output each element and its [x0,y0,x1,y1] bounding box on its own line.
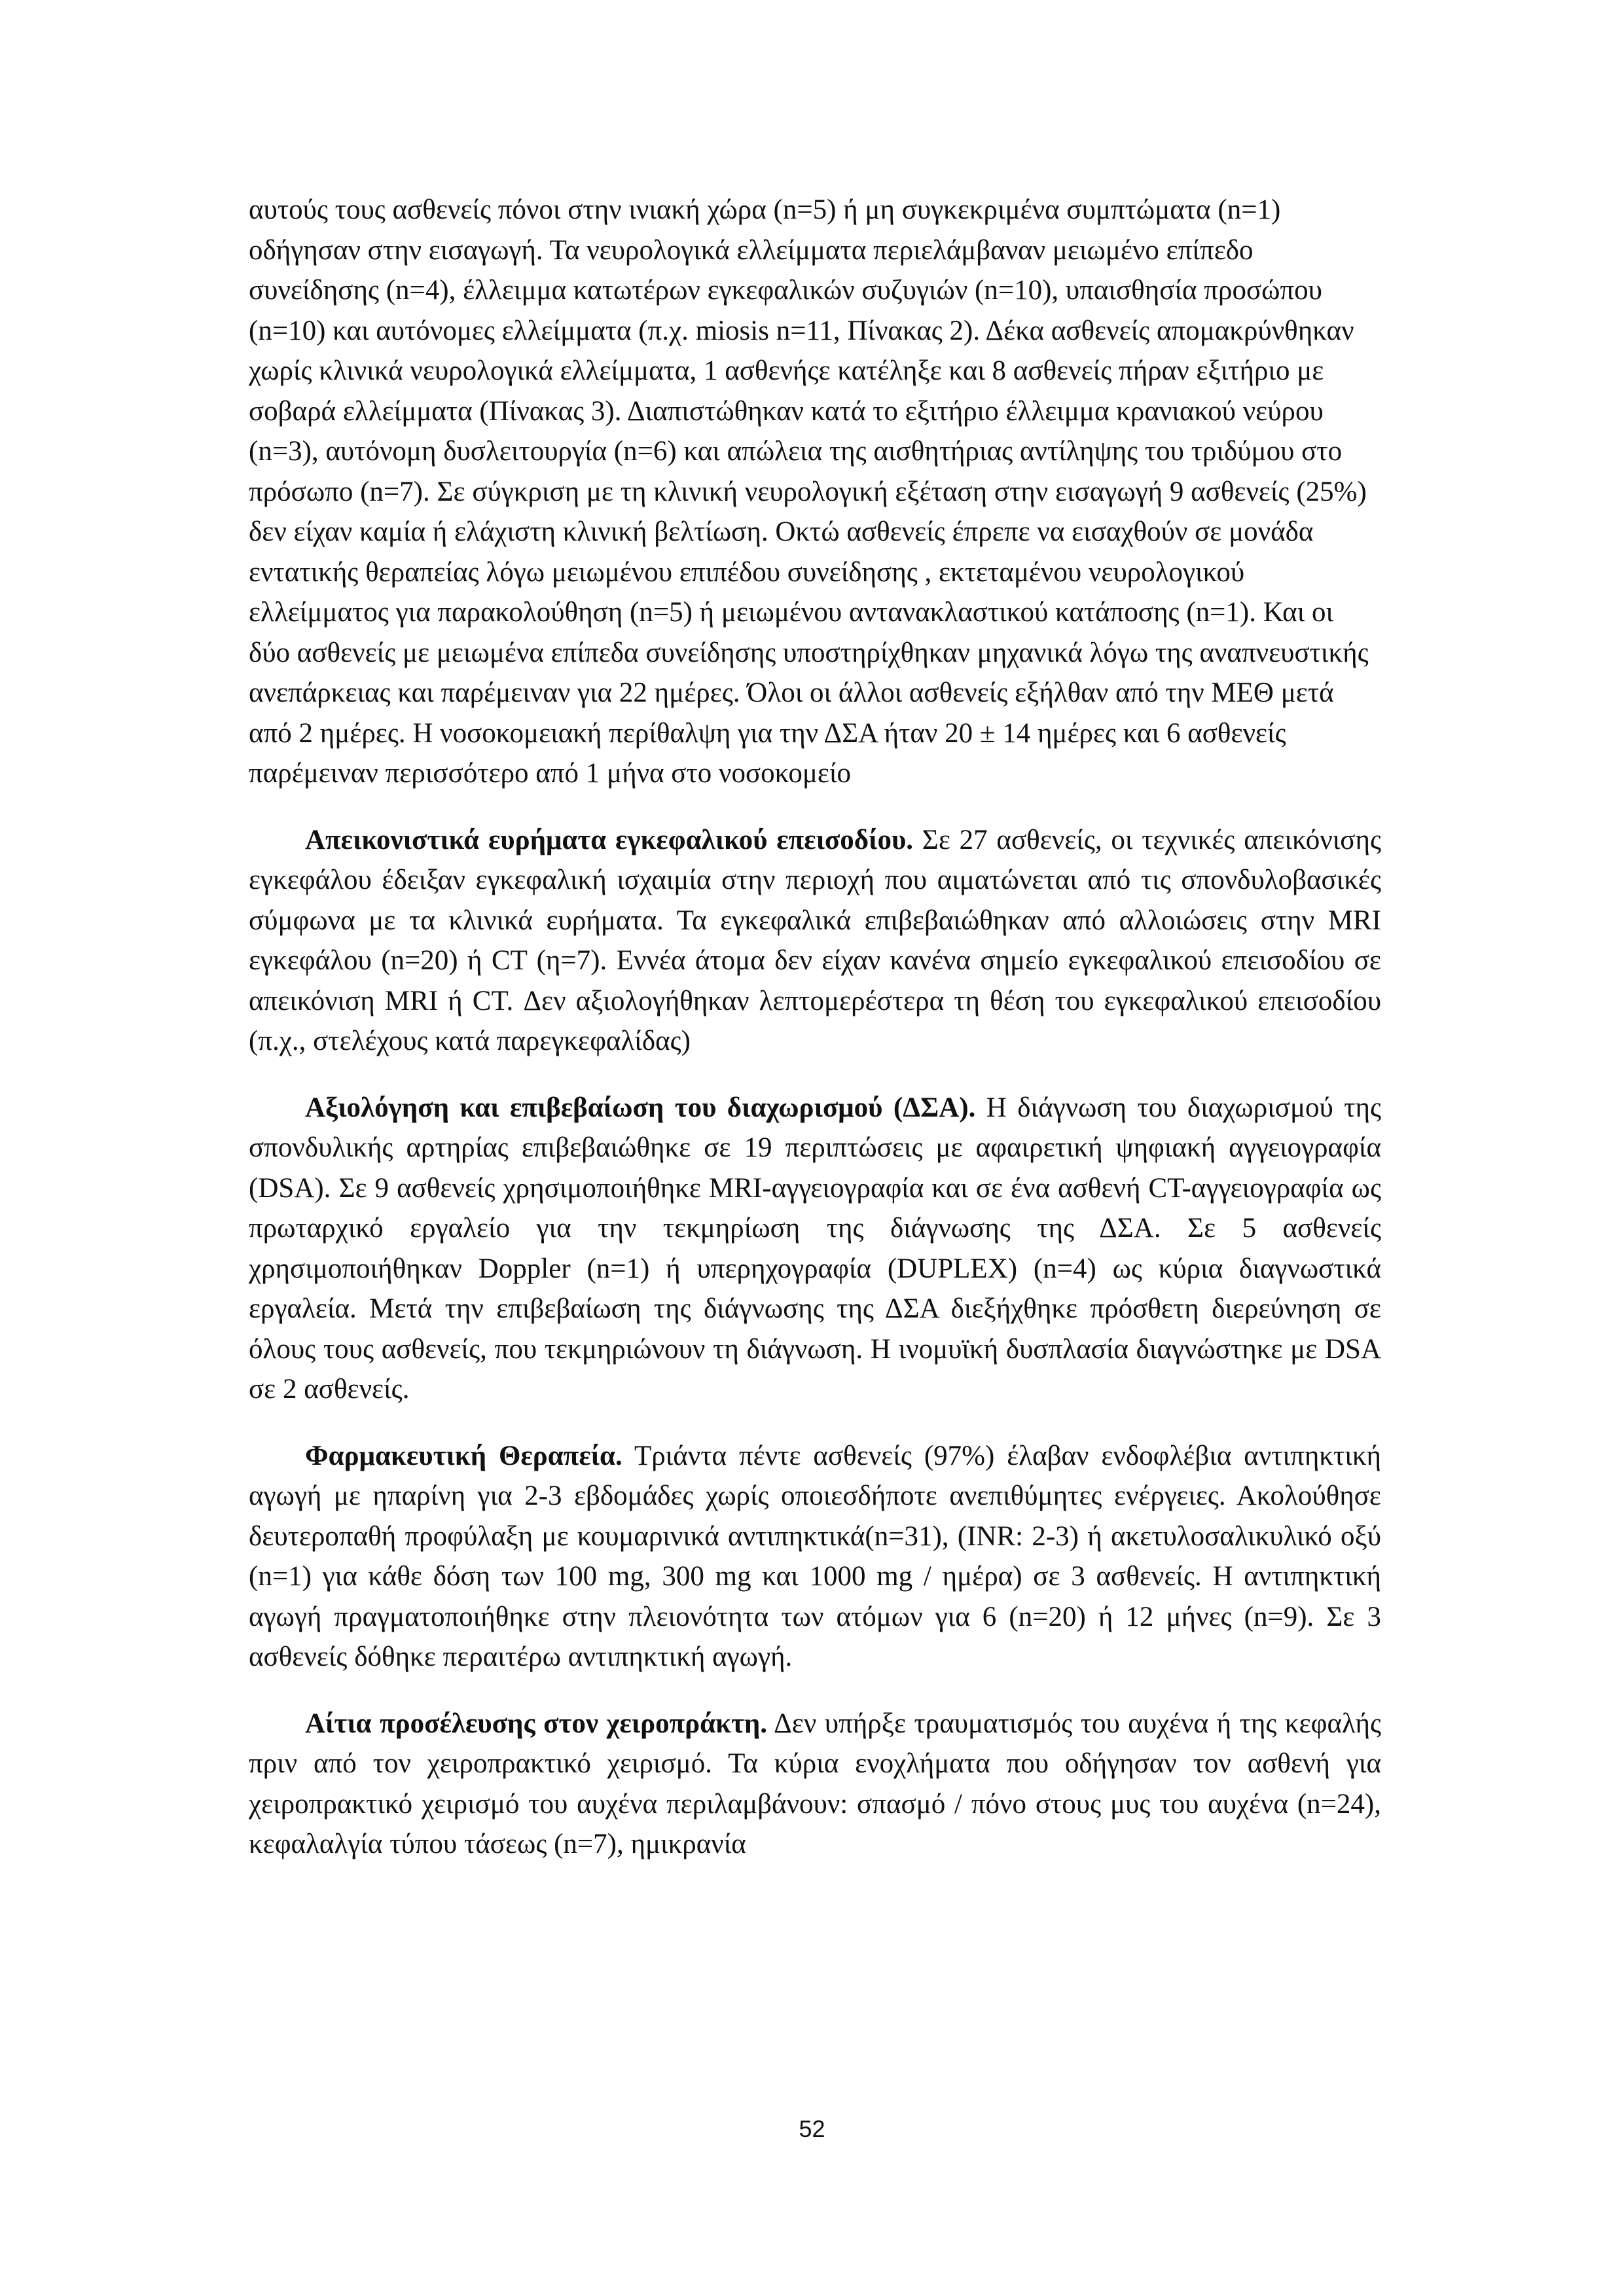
section-heading: Απεικονιστικά ευρήματα εγκεφαλικού επεισοδίου. [305,824,914,855]
paragraph-text: Τριάντα πέντε ασθενείς (97%) έλαβαν ενδοφλέβια αντιπηκτική αγωγή με ηπαρίνη για 2-3 εβδομάδες χωρίς οποιεσδήποτε ανεπιθύμητες ενέργειες. Ακολούθησε δευτεροπαθή προφύλαξη με κουμαρινικά αντιπηκτικά(n=31), (INR: 2-3) ή ακετυλοσαλικυλικό οξύ (n=1) για κάθε δόση των 100 mg, 300 mg και 1000 mg / ημέρα) σε 3 ασθενείς. Η αντιπηκτική αγωγή πραγματοποιήθηκε στην πλειονότητα των ατόμων για 6 (n=20) ή 12 μήνες (n=9). Σε 3 ασθενείς δόθηκε περαιτέρω αντιπηκτική αγωγή. [249,1440,1381,1672]
paragraph-dissection-assessment [249,1088,1381,1410]
section-heading: Φαρμακευτική Θεραπεία. [305,1440,623,1471]
paragraph-clinical-course [249,190,1381,794]
paragraph-stroke-imaging [249,820,1381,1062]
paragraph-text: Δεν υπήρξε τραυματισμός του αυχένα ή της κεφαλής πριν από τον χειροπρακτικό χειρισμό. Τα κύρια ενοχλήματα που οδήγησαν τον ασθενή για χειροπρακτικό χειρισμό του αυχένα περιλαμβάνουν: σπασμό / πόνο στους μυς του αυχένα (n=24), κεφαλαλγία τύπου τάσεως (n=7), ημικρανία [249,1708,1381,1859]
page-number: 52 [799,2115,825,2142]
paragraph-text: Η διάγνωση του διαχωρισμού της σπονδυλικής αρτηρίας επιβεβαιώθηκε σε 19 περιπτώσεις με αφαιρετική ψηφιακή αγγειογραφία (DSA). Σε 9 ασθενείς χρησιμοποιήθηκε MRI-αγγειογραφία και σε ένα ασθενή CT-αγγειογραφία ως πρωταρχικό εργαλείο για την τεκμηρίωση της διάγνωσης της ΔΣΑ. Σε 5 ασθενείς χρησιμοποιήθηκαν Doppler (n=1) ή υπερηχογραφία (DUPLEX) (n=4) ως κύρια διαγνωστικά εργαλεία. Μετά την επιβεβαίωση της διάγνωσης της ΔΣΑ διεξήχθηκε πρόσθετη διερεύνηση σε όλους τους ασθενείς, που τεκμηριώνουν τη διάγνωση. Η ινομυϊκή δυσπλασία διαγνώστηκε με DSA σε 2 ασθενείς. [249,1092,1381,1405]
section-heading: Αξιολόγηση και επιβεβαίωση του διαχωρισμού (ΔΣΑ). [305,1092,976,1123]
paragraph-drug-therapy [249,1436,1381,1677]
document-body [249,190,1381,1865]
section-heading: Αίτια προσέλευσης στον χειροπράκτη. [305,1708,768,1739]
paragraph-chiropractor-reasons [249,1704,1381,1865]
paragraph-text: Σε 27 ασθενείς, οι τεχνικές απεικόνισης εγκεφάλου έδειξαν εγκεφαλική ισχαιμία στην περιοχή που αιματώνεται από τις σπονδυλοβασικές σύμφωνα με τα κλινικά ευρήματα. Τα εγκεφαλικά επιβεβαιώθηκαν από αλλοιώσεις στην MRI εγκεφάλου (n=20) ή CT (η=7). Εννέα άτομα δεν είχαν κανένα σημείο εγκεφαλικού επεισοδίου σε απεικόνιση MRI ή CT. Δεν αξιολογήθηκαν λεπτομερέστερα τη θέση του εγκεφαλικού επεισοδίου (π.χ., στελέχους κατά παρεγκεφαλίδας) [249,824,1381,1056]
paragraph-text: αυτούς τους ασθενείς πόνοι στην ινιακή χώρα (n=5) ή μη συγκεκριμένα συμπτώματα (n=1) οδήγησαν στην εισαγωγή. Τα νευρολογικά ελλείμματα περιελάμβαναν μειωμένο επίπεδο συνείδησης (n=4), έλλειμμα κατωτέρων εγκεφαλικών συζυγιών (n=10), υπαισθησία προσώπου (n=10) και αυτόνομες ελλείμματα (π.χ. miosis n=11, Πίνακας 2). Δέκα ασθενείς απομακρύνθηκαν χωρίς κλινικά νευρολογικά ελλείμματα, 1 ασθενήςε κατέληξε και 8 ασθενείς πήραν εξιτήριο με σοβαρά ελλείμματα (Πίνακας 3). Διαπιστώθηκαν κατά το εξιτήριο έλλειμμα κρανιακού νεύρου (n=3), αυτόνομη δυσλειτουργία (n=6) και απώλεια της αισθητήριας αντίληψης του τριδύμου στο πρόσωπο (n=7). Σε σύγκριση με τη κλινική νευρολογική εξέταση στην εισαγωγή 9 ασθενείς (25%) δεν είχαν καμία ή ελάχιστη κλινική βελτίωση. Οκτώ ασθενείς έπρεπε να εισαχθούν σε μονάδα εντατικής θεραπείας λόγω μειωμένου επιπέδου συνείδησης , εκτεταμένου νευρολογικού ελλείμματος για παρακολούθηση (n=5) ή μειωμένου αντανακλαστικού κατάποσης (n=1). Και οι δύο ασθενείς με μειωμένα επίπεδα συνείδησης υποστηρίχθηκαν μηχανικά λόγω της αναπνευστικής ανεπάρκειας και παρέμειναν για 22 ημέρες. Όλοι οι άλλοι ασθενείς εξήλθαν από την ΜΕΘ μετά από 2 ημέρες. Η νοσοκομειακή περίθαλψη για την ΔΣΑ ήταν 20 ± 14 ημέρες και 6 ασθενείς παρέμειναν περισσότερο από 1 μήνα στο νοσοκομείο [249,194,1369,789]
